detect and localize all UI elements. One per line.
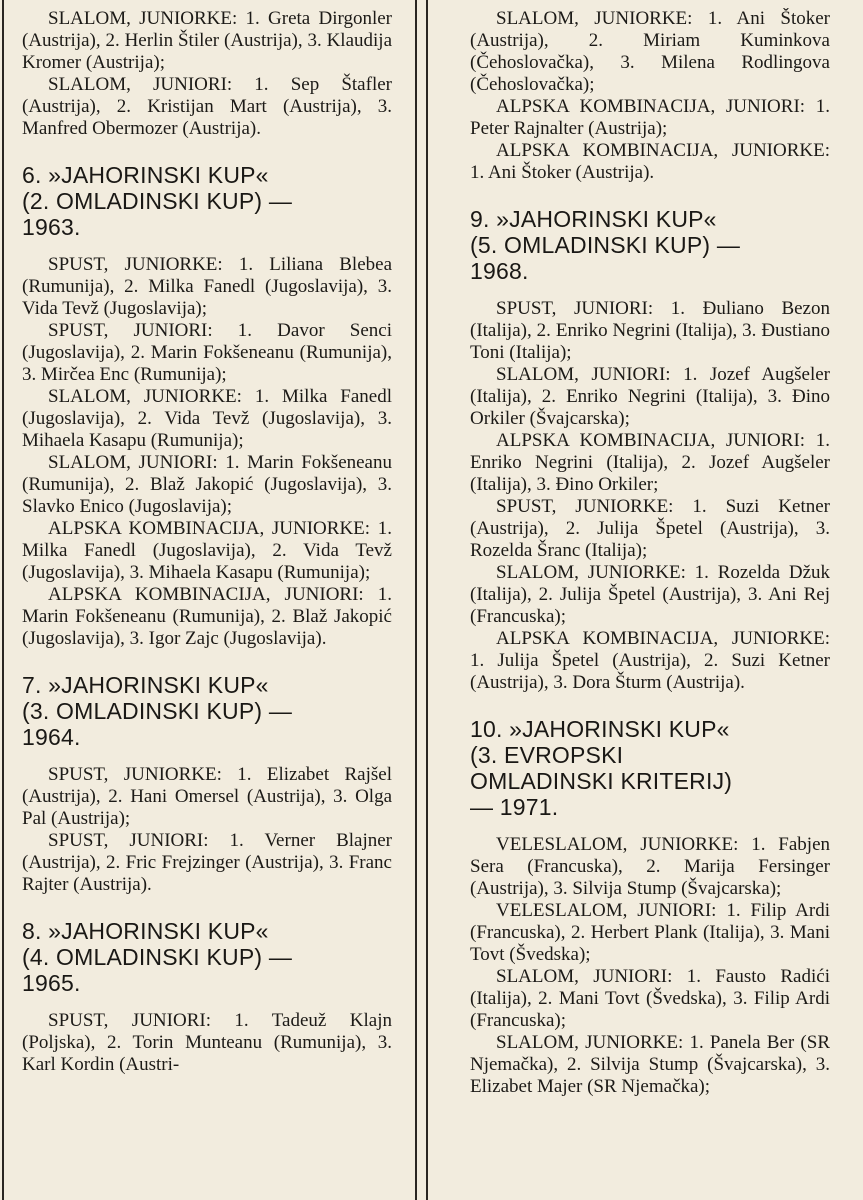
section-heading-line: 7. »JAHORINSKI KUP« [22,672,269,698]
center-column-rule [415,0,417,1200]
result-entry: SPUST, JUNIORI: 1. Verner Blajner (Austrija), 2. Fric Frejzinger (Austrija), 3. Franc Rajter (Austrija). [22,830,392,895]
result-entry: VELESLALOM, JUNIORI: 1. Filip Ardi (Francuska), 2. Herbert Plank (Italija), 3. Mani Tovt (Švedska); [470,900,830,965]
result-entry: SLALOM, JUNIORKE: 1. Greta Dirgonler (Austrija), 2. Herlin Štiler (Austrija), 3. Klaudija Kromer (Austrija); [22,8,392,73]
section-heading-line: (4. OMLADINSKI KUP) — [22,944,293,970]
result-entry: VELESLALOM, JUNIORKE: 1. Fabjen Sera (Francuska), 2. Marija Fersinger (Austrija), 3. Silvija Stump (Švajcarska); [470,834,830,899]
result-entry: SPUST, JUNIORI: 1. Davor Senci (Jugoslavija), 2. Marin Fokšeneanu (Rumunija), 3. Mirčea Enc (Rumunija); [22,320,392,385]
result-entry: SPUST, JUNIORI: 1. Tadeuž Klajn (Poljska), 2. Torin Munteanu (Rumunija), 3. Karl Kordin (Austri- [22,1010,392,1075]
section-heading [22,162,392,240]
result-entry: ALPSKA KOMBINACIJA, JUNIORI: 1. Marin Fokšeneanu (Rumunija), 2. Blaž Jakopić (Jugoslavija), 3. Igor Zajc (Jugoslavija). [22,584,392,649]
section-heading [470,716,830,820]
result-section [470,716,830,1098]
left-column [22,8,392,1200]
section-heading [22,672,392,750]
section-heading-line: — 1971. [470,794,559,820]
result-entry: SLALOM, JUNIORKE: 1. Panela Ber (SR Njemačka), 2. Silvija Stump (Švajcarska), 3. Elizabet Majer (SR Njemačka); [470,1032,830,1097]
section-heading-line: 10. »JAHORINSKI KUP« [470,716,730,742]
result-entry: SLALOM, JUNIORKE: 1. Milka Fanedl (Jugoslavija), 2. Vida Tevž (Jugoslavija), 3. Mihaela Kasapu (Rumunija); [22,386,392,451]
result-section [470,8,830,184]
result-entry: SPUST, JUNIORKE: 1. Elizabet Rajšel (Austrija), 2. Hani Omersel (Austrija), 3. Olga Pal (Austrija); [22,764,392,829]
section-heading-line: 1965. [22,970,81,996]
left-column-rule [2,0,4,1200]
result-entry: SPUST, JUNIORKE: 1. Suzi Ketner (Austrija), 2. Julija Špetel (Austrija), 3. Rozelda Šranc (Italija); [470,496,830,561]
result-entry: ALPSKA KOMBINACIJA, JUNIORI: 1. Enriko Negrini (Italija), 2. Jozef Augšeler (Italija), 3. Đino Orkiler; [470,430,830,495]
result-entry: ALPSKA KOMBINACIJA, JUNIORI: 1. Peter Rajnalter (Austrija); [470,96,830,139]
section-heading-line: 1964. [22,724,81,750]
section-heading-line: 1968. [470,258,529,284]
section-heading-line: (5. OMLADINSKI KUP) — [470,232,741,258]
result-section [22,162,392,650]
section-heading-line: 1963. [22,214,81,240]
section-heading-line: 8. »JAHORINSKI KUP« [22,918,269,944]
result-entry: ALPSKA KOMBINACIJA, JUNIORKE: 1. Ani Štoker (Austrija). [470,140,830,183]
result-entry: ALPSKA KOMBINACIJA, JUNIORKE: 1. Julija Špetel (Austrija), 2. Suzi Ketner (Austrija), 3. Dora Šturm (Austrija). [470,628,830,693]
result-entry: ALPSKA KOMBINACIJA, JUNIORKE: 1. Milka Fanedl (Jugoslavija), 2. Vida Tevž (Jugoslavija), 3. Mihaela Kasapu (Rumunija); [22,518,392,583]
section-heading-line: (3. OMLADINSKI KUP) — [22,698,293,724]
result-entry: SPUST, JUNIORKE: 1. Liliana Blebea (Rumunija), 2. Milka Fanedl (Jugoslavija), 3. Vida Tevž (Jugoslavija); [22,254,392,319]
right-column [470,8,830,1200]
section-heading-line: OMLADINSKI KRITERIJ) [470,768,733,794]
section-heading [470,206,830,284]
result-section [22,672,392,896]
result-entry: SPUST, JUNIORI: 1. Đuliano Bezon (Italija), 2. Enriko Negrini (Italija), 3. Đustiano Toni (Italija); [470,298,830,363]
result-entry: SLALOM, JUNIORI: 1. Fausto Radići (Italija), 2. Mani Tovt (Švedska), 3. Filip Ardi (Francuska); [470,966,830,1031]
section-heading-line: 9. »JAHORINSKI KUP« [470,206,717,232]
result-entry: SLALOM, JUNIORI: 1. Marin Fokšeneanu (Rumunija), 2. Blaž Jakopić (Jugoslavija), 3. Slavko Enico (Jugoslavija); [22,452,392,517]
section-heading-line: (3. EVROPSKI [470,742,624,768]
result-entry: SLALOM, JUNIORKE: 1. Ani Štoker (Austrija), 2. Miriam Kuminkova (Čehoslovačka), 3. Milena Rodlingova (Čehoslovačka); [470,8,830,95]
result-section [22,8,392,140]
result-section [22,918,392,1076]
section-heading-line: 6. »JAHORINSKI KUP« [22,162,269,188]
result-entry: SLALOM, JUNIORKE: 1. Rozelda Džuk (Italija), 2. Julija Špetel (Austrija), 3. Ani Rej (Francuska); [470,562,830,627]
section-heading [22,918,392,996]
center-column-rule-2 [426,0,428,1200]
result-entry: SLALOM, JUNIORI: 1. Sep Štafler (Austrija), 2. Kristijan Mart (Austrija), 3. Manfred Obermozer (Austrija). [22,74,392,139]
result-section [470,206,830,694]
result-entry: SLALOM, JUNIORI: 1. Jozef Augšeler (Italija), 2. Enriko Negrini (Italija), 3. Đino Orkiler (Švajcarska); [470,364,830,429]
section-heading-line: (2. OMLADINSKI KUP) — [22,188,293,214]
